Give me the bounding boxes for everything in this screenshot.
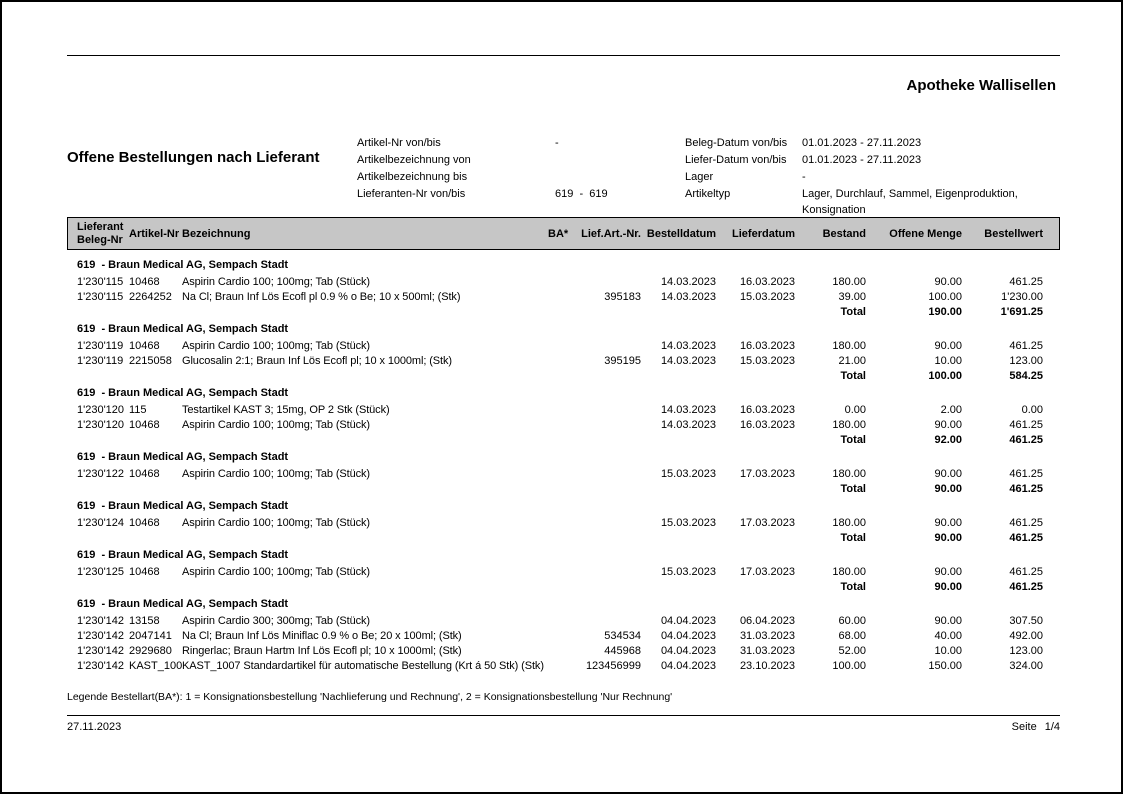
cell-beleg-nr: 1'230'115	[77, 291, 124, 303]
cell-bestellwert: 492.00	[1009, 630, 1043, 642]
cell-empty	[716, 305, 795, 320]
cell-bestelldatum: 04.04.2023	[660, 630, 716, 642]
cell-lief-art-nr	[568, 516, 641, 531]
supplier-group-header: 619 - Braun Medical AG, Sempach Stadt	[77, 549, 289, 561]
cell-artikel-nr: 10468	[129, 276, 160, 288]
cell-offene-menge: 90.00	[934, 517, 962, 529]
cell-empty	[568, 305, 641, 320]
legend-text: Legende Bestellart(BA*): 1 = Konsignationsbestellung 'Nachlieferung und Rechnung', 2 = Konsignationsbestellung 'Nur Rechnung'	[67, 691, 673, 703]
cell-empty	[641, 433, 716, 448]
cell-empty	[182, 531, 548, 546]
cell-lieferdatum: 15.03.2023	[739, 355, 795, 367]
filter-label: Liefer-Datum von/bis	[685, 154, 787, 166]
cell-lief-art-nr: 395183	[604, 291, 641, 303]
cell-bestellwert: 307.50	[1009, 615, 1043, 627]
cell-bezeichnung: Aspirin Cardio 100; 100mg; Tab (Stück)	[182, 340, 370, 352]
cell-bestellwert: 461.25	[1009, 340, 1043, 352]
table-row	[77, 629, 1045, 644]
cell-bestand: 0.00	[844, 404, 866, 416]
group-total-row	[77, 433, 1045, 448]
cell-empty	[641, 482, 716, 497]
cell-empty	[77, 482, 129, 497]
column-ba: BA*	[548, 227, 569, 240]
cell-lieferdatum: 23.10.2023	[739, 660, 795, 672]
cell-bestand: 21.00	[838, 355, 866, 367]
table-row	[77, 418, 1045, 433]
cell-empty	[641, 369, 716, 384]
cell-lieferdatum: 16.03.2023	[739, 340, 795, 352]
cell-bestelldatum: 15.03.2023	[660, 468, 716, 480]
cell-lieferdatum: 16.03.2023	[739, 276, 795, 288]
cell-bezeichnung: Glucosalin 2:1; Braun Inf Lös Ecofl pl; 10 x 1000ml; (Stk)	[182, 355, 452, 367]
filter-label: Artikeltyp	[685, 188, 731, 200]
cell-empty	[77, 305, 129, 320]
total-label: Total	[840, 434, 866, 446]
cell-empty	[129, 305, 182, 320]
cell-ba	[548, 290, 568, 305]
page-title: Offene Bestellungen nach Lieferant	[67, 149, 320, 166]
cell-empty	[641, 531, 716, 546]
cell-bestellwert: 461.25	[1009, 419, 1043, 431]
cell-ba	[548, 614, 568, 629]
cell-lief-art-nr	[568, 565, 641, 580]
cell-empty	[182, 369, 548, 384]
cell-bestellwert: 123.00	[1009, 645, 1043, 657]
cell-lief-art-nr: 395195	[604, 355, 641, 367]
cell-bestelldatum: 14.03.2023	[660, 340, 716, 352]
cell-lief-art-nr: 123456999	[585, 660, 641, 672]
cell-bestand: 180.00	[832, 419, 866, 431]
column-offene-menge: Offene Menge	[889, 227, 962, 240]
cell-bezeichnung: Na Cl; Braun Inf Lös Ecofl pl 0.9 % o Be; 10 x 500ml; (Stk)	[182, 291, 461, 303]
cell-bestand: 52.00	[838, 645, 866, 657]
filter-row	[357, 169, 608, 186]
cell-offene-menge: 10.00	[934, 355, 962, 367]
total-bestellwert: 461.25	[1009, 483, 1043, 495]
supplier-group-header: 619 - Braun Medical AG, Sempach Stadt	[77, 598, 289, 610]
cell-empty	[548, 531, 568, 546]
total-label: Total	[840, 306, 866, 318]
filter-value: 01.01.2023 - 27.11.2023	[802, 137, 922, 149]
cell-artikel-nr: KAST_100	[129, 660, 183, 672]
cell-bestand: 180.00	[832, 468, 866, 480]
cell-bestelldatum: 14.03.2023	[660, 404, 716, 416]
total-bestellwert: 1'691.25	[1000, 306, 1043, 318]
cell-bezeichnung: Aspirin Cardio 300; 300mg; Tab (Stück)	[182, 615, 370, 627]
cell-bestellwert: 461.25	[1009, 566, 1043, 578]
column-bezeichnung: Bezeichnung	[182, 227, 251, 240]
cell-bezeichnung: Aspirin Cardio 100; 100mg; Tab (Stück)	[182, 566, 370, 578]
cell-lief-art-nr: 445968	[604, 645, 641, 657]
cell-beleg-nr: 1'230'120	[77, 404, 125, 416]
total-offene-menge: 90.00	[934, 483, 962, 495]
cell-bestand: 180.00	[832, 276, 866, 288]
supplier-group-rows	[77, 565, 1045, 595]
column-lieferdatum: Lieferdatum	[732, 227, 795, 240]
cell-artikel-nr: 10468	[129, 517, 160, 529]
cell-bezeichnung: Aspirin Cardio 100; 100mg; Tab (Stück)	[182, 276, 370, 288]
cell-bezeichnung: Aspirin Cardio 100; 100mg; Tab (Stück)	[182, 517, 370, 529]
supplier-group-header: 619 - Braun Medical AG, Sempach Stadt	[77, 451, 289, 463]
cell-bestand: 68.00	[838, 630, 866, 642]
cell-empty	[129, 433, 182, 448]
cell-bestellwert: 123.00	[1009, 355, 1043, 367]
total-offene-menge: 190.00	[928, 306, 962, 318]
group-total-row	[77, 531, 1045, 546]
supplier-group-header: 619 - Braun Medical AG, Sempach Stadt	[77, 500, 289, 512]
cell-bestelldatum: 04.04.2023	[660, 660, 716, 672]
cell-empty	[182, 305, 548, 320]
cell-ba	[548, 565, 568, 580]
total-label: Total	[840, 532, 866, 544]
filter-label: Artikel-Nr von/bis	[357, 137, 441, 149]
cell-lieferdatum: 17.03.2023	[739, 468, 795, 480]
cell-offene-menge: 90.00	[934, 276, 962, 288]
cell-empty	[641, 580, 716, 595]
column-artikel-nr: Artikel-Nr	[129, 227, 180, 240]
total-bestellwert: 461.25	[1009, 532, 1043, 544]
company-name: Apotheke Wallisellen	[906, 77, 1056, 94]
cell-beleg-nr: 1'230'142	[77, 630, 125, 642]
cell-bestand: 100.00	[832, 660, 866, 672]
cell-empty	[129, 531, 182, 546]
supplier-group-rows	[77, 403, 1045, 448]
cell-lieferdatum: 17.03.2023	[739, 566, 795, 578]
cell-artikel-nr: 2264252	[129, 291, 172, 303]
column-bestand: Bestand	[822, 227, 866, 240]
cell-ba	[548, 354, 568, 369]
cell-lieferdatum: 16.03.2023	[739, 404, 795, 416]
filter-row	[685, 135, 1032, 152]
cell-artikel-nr: 10468	[129, 468, 160, 480]
cell-beleg-nr: 1'230'122	[77, 468, 125, 480]
column-bestelldatum: Bestelldatum	[646, 227, 716, 240]
column-lieferant-label: Lieferant	[77, 220, 124, 233]
column-bestellwert: Bestellwert	[984, 227, 1043, 240]
cell-ba	[548, 659, 568, 674]
cell-offene-menge: 90.00	[934, 615, 962, 627]
table-row	[77, 275, 1045, 290]
cell-ba	[548, 516, 568, 531]
cell-bestand: 180.00	[832, 566, 866, 578]
filter-value: 01.01.2023 - 27.11.2023	[802, 154, 922, 166]
cell-bestand: 180.00	[832, 340, 866, 352]
total-label: Total	[840, 581, 866, 593]
cell-empty	[129, 482, 182, 497]
total-offene-menge: 100.00	[928, 370, 962, 382]
cell-empty	[548, 580, 568, 595]
group-total-row	[77, 482, 1045, 497]
cell-offene-menge: 40.00	[934, 630, 962, 642]
cell-beleg-nr: 1'230'125	[77, 566, 125, 578]
cell-bezeichnung: Na Cl; Braun Inf Lös Miniflac 0.9 % o Be; 20 x 100ml; (Stk)	[182, 630, 462, 642]
supplier-group	[77, 259, 1045, 320]
supplier-group	[77, 451, 1045, 497]
cell-empty	[716, 580, 795, 595]
cell-lief-art-nr	[568, 614, 641, 629]
cell-empty	[568, 531, 641, 546]
cell-empty	[77, 369, 129, 384]
cell-empty	[129, 580, 182, 595]
filter-row	[685, 169, 1032, 186]
table-row	[77, 516, 1045, 531]
cell-bestellwert: 461.25	[1009, 517, 1043, 529]
filter-label: Lieferanten-Nr von/bis	[357, 188, 466, 200]
cell-bestelldatum: 14.03.2023	[660, 291, 716, 303]
cell-bestelldatum: 15.03.2023	[660, 566, 716, 578]
cell-beleg-nr: 1'230'119	[77, 355, 124, 367]
table-row	[77, 659, 1045, 674]
total-offene-menge: 90.00	[934, 581, 962, 593]
column-lief-art-nr: Lief.Art.-Nr.	[581, 227, 641, 240]
filter-row	[685, 152, 1032, 169]
cell-lief-art-nr	[568, 275, 641, 290]
cell-offene-menge: 90.00	[934, 419, 962, 431]
cell-bestand: 60.00	[838, 615, 866, 627]
filter-label: Artikelbezeichnung von	[357, 154, 471, 166]
filter-value: -	[555, 137, 559, 149]
cell-bezeichnung: Aspirin Cardio 100; 100mg; Tab (Stück)	[182, 468, 370, 480]
group-total-row	[77, 305, 1045, 320]
filter-row	[685, 186, 1032, 218]
cell-ba	[548, 339, 568, 354]
filter-label: Lager	[685, 171, 714, 183]
cell-offene-menge: 150.00	[928, 660, 962, 672]
footer-page-label: Seite	[1011, 721, 1037, 733]
cell-artikel-nr: 10468	[129, 419, 160, 431]
total-label: Total	[840, 483, 866, 495]
cell-bestellwert: 461.25	[1009, 468, 1043, 480]
cell-bestelldatum: 14.03.2023	[660, 276, 716, 288]
cell-empty	[182, 433, 548, 448]
cell-ba	[548, 275, 568, 290]
cell-empty	[716, 482, 795, 497]
cell-beleg-nr: 1'230'124	[77, 517, 125, 529]
cell-offene-menge: 90.00	[934, 340, 962, 352]
supplier-group	[77, 500, 1045, 546]
table-row	[77, 290, 1045, 305]
supplier-group-rows	[77, 516, 1045, 546]
cell-bestelldatum: 14.03.2023	[660, 355, 716, 367]
cell-bestand: 39.00	[838, 291, 866, 303]
cell-beleg-nr: 1'230'142	[77, 615, 125, 627]
cell-lief-art-nr	[568, 418, 641, 433]
cell-beleg-nr: 1'230'115	[77, 276, 124, 288]
filter-row	[357, 152, 608, 169]
cell-bezeichnung: Ringerlac; Braun Hartm Inf Lös Ecofl pl; 10 x 1000ml; (Stk)	[182, 645, 462, 657]
cell-empty	[548, 433, 568, 448]
cell-ba	[548, 644, 568, 659]
cell-offene-menge: 10.00	[934, 645, 962, 657]
cell-offene-menge: 100.00	[928, 291, 962, 303]
table-header	[67, 217, 1060, 250]
total-offene-menge: 90.00	[934, 532, 962, 544]
total-offene-menge: 92.00	[934, 434, 962, 446]
cell-lieferdatum: 31.03.2023	[739, 645, 795, 657]
cell-offene-menge: 2.00	[940, 404, 962, 416]
filter-value: Lager, Durchlauf, Sammel, Eigenproduktion, Konsignation	[802, 188, 1021, 216]
cell-empty	[548, 369, 568, 384]
filter-block-left	[357, 135, 608, 203]
cell-empty	[641, 305, 716, 320]
cell-beleg-nr: 1'230'120	[77, 419, 125, 431]
table-row	[77, 354, 1045, 369]
cell-bestelldatum: 14.03.2023	[660, 419, 716, 431]
cell-bestellwert: 1'230.00	[1001, 291, 1043, 303]
cell-lief-art-nr	[568, 403, 641, 418]
cell-empty	[77, 433, 129, 448]
cell-empty	[568, 482, 641, 497]
cell-empty	[568, 433, 641, 448]
cell-artikel-nr: 10468	[129, 340, 160, 352]
header-divider	[67, 55, 1060, 56]
supplier-group	[77, 549, 1045, 595]
total-label: Total	[840, 370, 866, 382]
footer-page	[1004, 721, 1060, 733]
cell-artikel-nr: 2047141	[129, 630, 172, 642]
table-row	[77, 467, 1045, 482]
filter-block-right	[685, 135, 1032, 218]
supplier-group-header: 619 - Braun Medical AG, Sempach Stadt	[77, 323, 289, 335]
cell-ba	[548, 629, 568, 644]
cell-lief-art-nr	[568, 339, 641, 354]
supplier-group-header: 619 - Braun Medical AG, Sempach Stadt	[77, 387, 289, 399]
filter-label: Beleg-Datum von/bis	[685, 137, 788, 149]
cell-bestellwert: 0.00	[1021, 404, 1043, 416]
cell-ba	[548, 418, 568, 433]
cell-empty	[568, 369, 641, 384]
total-bestellwert: 461.25	[1009, 434, 1043, 446]
supplier-group-header: 619 - Braun Medical AG, Sempach Stadt	[77, 259, 289, 271]
cell-ba	[548, 467, 568, 482]
group-total-row	[77, 369, 1045, 384]
supplier-group	[77, 598, 1045, 674]
cell-beleg-nr: 1'230'142	[77, 645, 125, 657]
cell-empty	[716, 369, 795, 384]
supplier-group-rows	[77, 614, 1045, 674]
total-bestellwert: 461.25	[1009, 581, 1043, 593]
cell-offene-menge: 90.00	[934, 468, 962, 480]
cell-empty	[716, 433, 795, 448]
cell-empty	[568, 580, 641, 595]
cell-lieferdatum: 31.03.2023	[739, 630, 795, 642]
supplier-group-rows	[77, 339, 1045, 384]
cell-offene-menge: 90.00	[934, 566, 962, 578]
cell-empty	[129, 369, 182, 384]
cell-lieferdatum: 16.03.2023	[739, 419, 795, 431]
column-lieferant-beleg-nr	[77, 221, 129, 247]
table-row	[77, 614, 1045, 629]
cell-bestellwert: 461.25	[1009, 276, 1043, 288]
supplier-group	[77, 387, 1045, 448]
cell-artikel-nr: 10468	[129, 566, 160, 578]
table-row	[77, 403, 1045, 418]
cell-lieferdatum: 17.03.2023	[739, 517, 795, 529]
footer-page-number: 1/4	[1044, 721, 1060, 733]
supplier-group-rows	[77, 275, 1045, 320]
cell-ba	[548, 403, 568, 418]
cell-bezeichnung: KAST_1007 Standardartikel für automatische Bestellung (Krt á 50 Stk) (Stk)	[182, 660, 544, 672]
cell-bezeichnung: Aspirin Cardio 100; 100mg; Tab (Stück)	[182, 419, 370, 431]
cell-empty	[77, 580, 129, 595]
cell-lieferdatum: 06.04.2023	[739, 615, 795, 627]
cell-empty	[548, 482, 568, 497]
total-bestellwert: 584.25	[1009, 370, 1043, 382]
filter-label: Artikelbezeichnung bis	[357, 171, 468, 183]
cell-bestelldatum: 04.04.2023	[660, 615, 716, 627]
filter-value: 619 - 619	[555, 188, 608, 200]
cell-bestelldatum: 15.03.2023	[660, 517, 716, 529]
cell-artikel-nr: 115	[129, 404, 147, 416]
cell-beleg-nr: 1'230'119	[77, 340, 124, 352]
cell-lief-art-nr	[568, 467, 641, 482]
supplier-group	[77, 323, 1045, 384]
footer-date: 27.11.2023	[67, 721, 122, 733]
cell-bestelldatum: 04.04.2023	[660, 645, 716, 657]
table-row	[77, 565, 1045, 580]
table-body	[67, 250, 1060, 674]
cell-beleg-nr: 1'230'142	[77, 660, 125, 672]
filter-row	[357, 186, 608, 203]
filter-row	[357, 135, 608, 152]
cell-artikel-nr: 2929680	[129, 645, 172, 657]
cell-bezeichnung: Testartikel KAST 3; 15mg, OP 2 Stk (Stück)	[182, 404, 390, 416]
cell-empty	[182, 580, 548, 595]
table-row	[77, 644, 1045, 659]
cell-empty	[182, 482, 548, 497]
filter-value: -	[802, 171, 806, 183]
column-beleg-nr-label: Beleg-Nr	[77, 233, 123, 246]
cell-artikel-nr: 13158	[129, 615, 160, 627]
table-row	[77, 339, 1045, 354]
cell-lief-art-nr: 534534	[604, 630, 641, 642]
cell-artikel-nr: 2215058	[129, 355, 172, 367]
cell-bestellwert: 324.00	[1009, 660, 1043, 672]
cell-bestand: 180.00	[832, 517, 866, 529]
cell-lieferdatum: 15.03.2023	[739, 291, 795, 303]
page-footer	[67, 715, 1060, 733]
cell-empty	[77, 531, 129, 546]
supplier-group-rows	[77, 467, 1045, 497]
cell-empty	[716, 531, 795, 546]
cell-empty	[548, 305, 568, 320]
group-total-row	[77, 580, 1045, 595]
